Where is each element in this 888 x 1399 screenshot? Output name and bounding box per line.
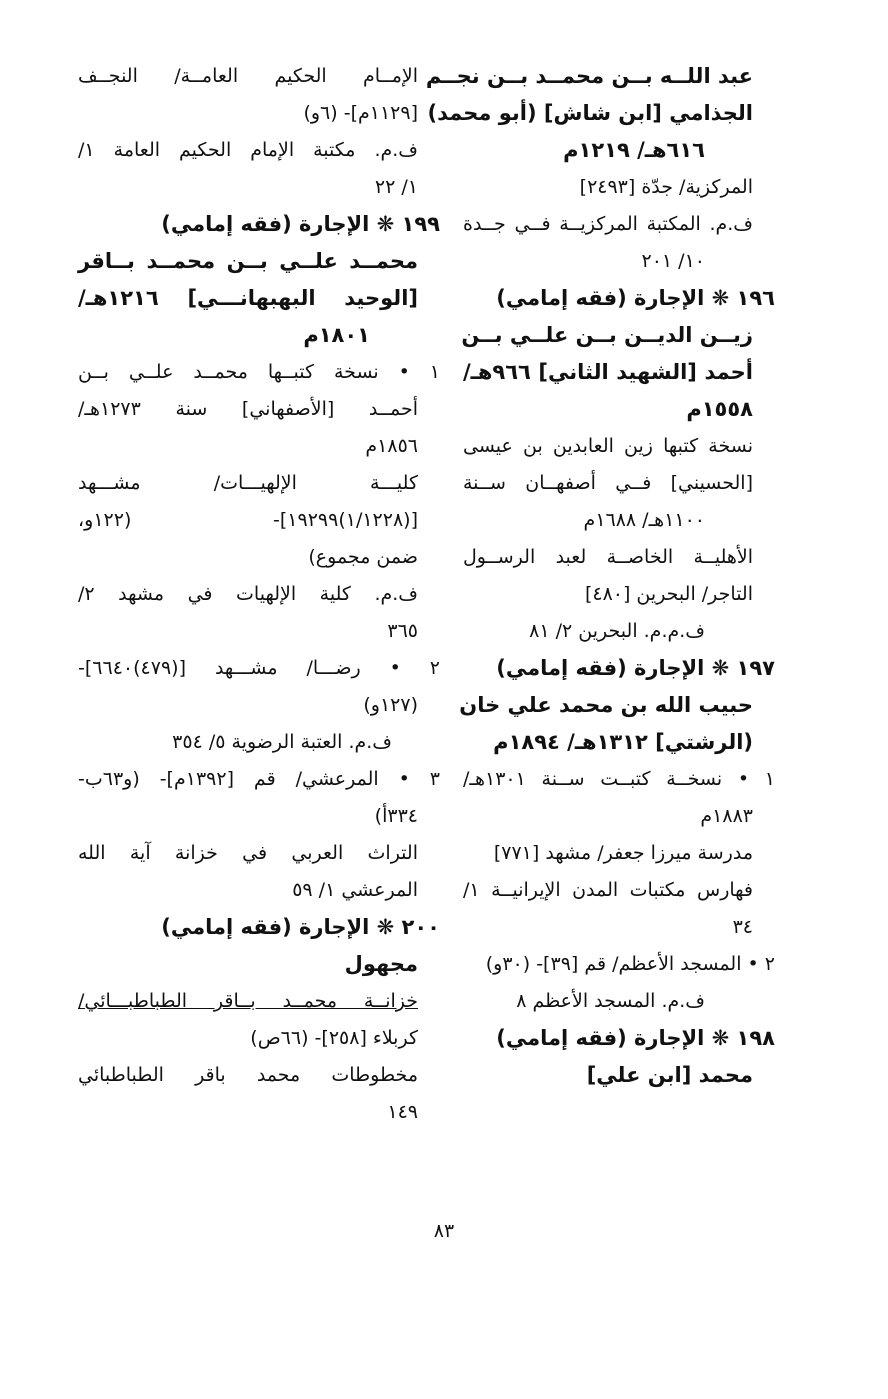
text-line: ٣٣٤أ) [374, 805, 418, 827]
text-line: فهارس مكتبات المدن الإيرانيــة ١/ [463, 879, 753, 901]
text-line: (الرشتي] ١٣١٢هـ/ ١٨٩٤م [493, 730, 753, 754]
text-line: ١٥٥٨م [686, 397, 753, 421]
text-line: أحمد [الشهيد الثاني] ٩٦٦هـ/ [463, 360, 753, 384]
text-line: التراث العربي في خزانة آية الله [78, 842, 418, 864]
text-line: عبد اللــه بــن محمــد بــن نجــم [425, 64, 753, 88]
text-line: ٣٦٥ [387, 620, 418, 642]
text-line: أحمــد [الأصفهاني] سنة ١٢٧٣هـ/ [78, 398, 418, 420]
text-line: زيــن الديــن بــن علــي بــن [461, 323, 753, 347]
text-line: ف.م. المكتبة المركزيــة فــي جــدة [463, 213, 753, 235]
text-line: ١٨٨٣م [700, 805, 753, 827]
text-line: محمد [ابن علي] [586, 1063, 753, 1087]
text-line: [١١٢٩م]- (٦و) [303, 102, 418, 124]
text-line: مجهول [344, 952, 418, 976]
page-number: ٨٣ [433, 1220, 455, 1242]
text-line: [(١/١٢٢٨)١٩٢٩٩]- (١٢٢و، [78, 509, 418, 531]
text-line: ٣٤ [732, 916, 753, 938]
text-line: ٣ • المرعشي/ قم [١٣٩٢م]- (و٦٣ب- [78, 768, 440, 790]
text-line: الإمــام الحكيم العامــة/ النجــف [78, 65, 418, 87]
text-line: ف.م. العتبة الرضوية ٥/ ٣٥٤ [172, 731, 392, 753]
text-line: ٢٠٠ ❋ الإجارة (فقه إمامي) [161, 915, 440, 939]
text-line: ضمن مجموع) [308, 546, 418, 568]
text-line: ف.م.م. البحرين ٢/ ٨١ [529, 620, 705, 642]
text-line: ف.م. مكتبة الإمام الحكيم العامة ١/ [78, 139, 418, 161]
text-line: ٦١٦هـ/ ١٢١٩م [563, 138, 705, 162]
text-line: ١٠/ ٢٠١ [641, 250, 705, 272]
text-line: ١٨٥٦م [365, 435, 418, 457]
text-line: ف.م. كلية الإلهيات في مشهد ٢/ [78, 583, 418, 605]
text-line: ١٩٩ ❋ الإجارة (فقه إمامي) [161, 212, 440, 236]
text-line: ١١٠٠هـ/ ١٦٨٨م [583, 509, 705, 531]
text-line: مدرسة ميرزا جعفر/ مشهد [٧٧١] [493, 842, 753, 864]
text-line: ١ • نسخــة كتبــت ســنة ١٣٠١هـ/ [463, 768, 775, 790]
left-column [78, 58, 440, 1131]
text-line: ٢ • رضـــا/ مشـــهد [(٤٧٩)٦٦٤٠]- [78, 657, 440, 679]
text-line: ٢ • المسجد الأعظم/ قم [٣٩]- (٣٠و) [485, 953, 775, 975]
text-line: حبيب الله بن محمد علي خان [459, 693, 753, 717]
text-line: المركزية/ جدّة [٢٤٩٣] [579, 176, 753, 198]
text-line: ١ • نسخة كتبــها محمــد علــي بــن [78, 361, 440, 383]
text-line: الجذامي [ابن شاش] (أبو محمد) [427, 101, 753, 125]
text-line: (١٢٧و) [363, 694, 418, 716]
text-line: كربلاء [٢٥٨]- (٦٦ص) [250, 1027, 418, 1049]
text-line: ١٩٨ ❋ الإجارة (فقه إمامي) [496, 1026, 775, 1050]
text-line: محمــد علــي بــن محمــد بــاقر [78, 249, 418, 273]
text-line: كليـــة الإلهيـــات/ مشـــهد [78, 472, 418, 494]
text-line: مخطوطات محمد باقر الطباطبائي [78, 1064, 418, 1086]
text-line: [الحسيني] فــي أصفهــان ســنة [463, 472, 753, 494]
text-line: الأهليــة الخاصــة لعبد الرســول [463, 546, 753, 568]
text-line: ١٤٩ [387, 1101, 418, 1123]
text-line: ١٨٠١م [303, 323, 370, 347]
text-line: نسخة كتبها زين العابدين بن عيسى [463, 435, 753, 457]
text-line: المرعشي ١/ ٥٩ [292, 879, 418, 901]
text-line: ١٩٦ ❋ الإجارة (فقه إمامي) [496, 286, 775, 310]
text-line: خزانــة محمــد بــاقر الطباطبـــائي/ [78, 990, 418, 1012]
text-line: التاجر/ البحرين [٤٨٠] [584, 583, 753, 605]
text-line: ١/ ٢٢ [374, 176, 418, 198]
text-line: [الوحيد البهبهانـــي] ١٢١٦هـ/ [78, 286, 418, 310]
text-line: ١٩٧ ❋ الإجارة (فقه إمامي) [496, 656, 775, 680]
right-column [425, 58, 775, 1094]
text-line: ف.م. المسجد الأعظم ٨ [516, 990, 705, 1012]
